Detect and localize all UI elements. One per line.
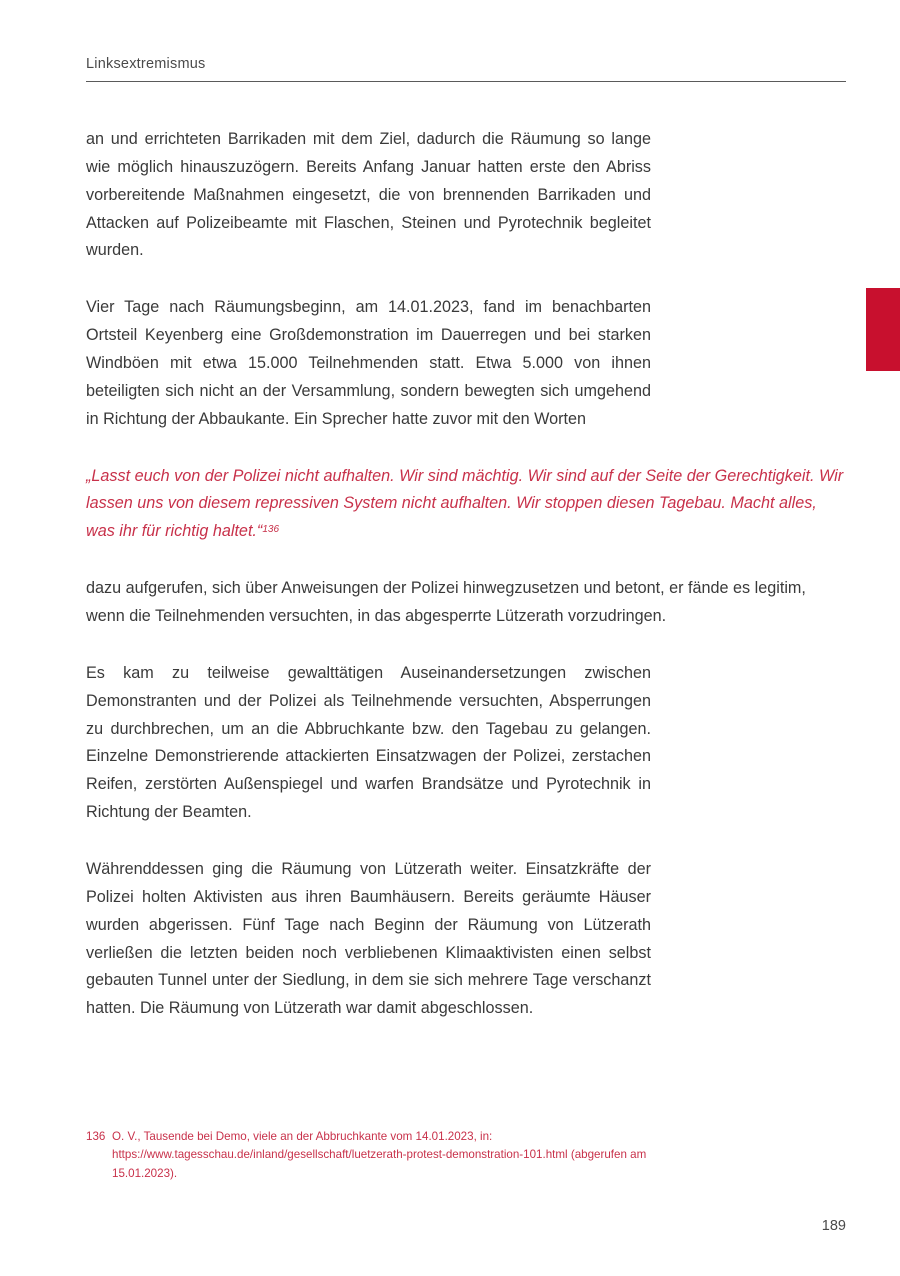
footnote-number: 136 (86, 1130, 106, 1143)
body-paragraph: Es kam zu teilweise gewalttätigen Auseinandersetzungen zwischen Demonstranten und der Polizei als Teilnehmende versuchten, Absperrungen zu durchbrechen, um an die Abbruchkante bzw. den Tagebau zu gelangen. Einzelne Demonstrierende attackierten Einsatzwagen der Polizei, zerstachen Reifen, zerstörten Außenspiegel und warfen Brandsätze und Pyrotechnik in Richtung der Beamten. (86, 663, 651, 822)
pull-quote-text: „Lasst euch von der Polizei nicht aufhalten. Wir sind mächtig. Wir sind auf der Seite der Gerechtigkeit. Wir lassen uns von diesem repressiven System nicht aufhalten. Wir stoppen diesen Tagebau. Macht alles, was ihr für richtig haltet.“ (86, 466, 844, 541)
footnote-reference[interactable]: 136 (262, 524, 280, 536)
pull-quote (86, 463, 846, 547)
body-paragraph: an und errichteten Barrikaden mit dem Ziel, dadurch die Räumung so lange wie möglich hinauszuzögern. Bereits Anfang Januar hatten erste den Abriss vorbereitende Maßnahmen eingesetzt, die von brennenden Barrikaden und Attacken auf Polizeibeamte mit Flaschen, Steinen und Pyrotechnik begleitet wurden. (86, 130, 651, 260)
page-number: 189 (821, 1218, 846, 1234)
body-paragraph: Währenddessen ging die Räumung von Lützerath weiter. Einsatzkräfte der Polizei holten Aktivisten aus ihren Baumhäusern. Bereits geräumte Häuser wurden abgerissen. Fünf Tage nach Beginn der Räumung von Lützerath verließen die letzten beiden noch verbliebenen Klimaaktivisten einen selbst gebauten Tunnel unter der Siedlung, in dem sie sich mehrere Tage verschanzt hatten. Die Räumung von Lützerath war damit abgeschlossen. (86, 860, 651, 1018)
chapter-edge-tab (866, 288, 900, 371)
header-rule (86, 81, 846, 82)
running-header-title: Linksextremismus (86, 56, 206, 72)
footnote-area (86, 1128, 686, 1183)
body-paragraph: dazu aufgerufen, sich über Anweisungen der Polizei hinwegzusetzen und betont, er fände es legitim, wenn die Teilnehmenden versuchten, in das abgesperrte Lützerath vorzudringen. (86, 579, 806, 626)
text-column (86, 126, 846, 1052)
footnote-text: O. V., Tausende bei Demo, viele an der Abbruchkante vom 14.01.2023, in: https://www.tagesschau.de/inland/gesellschaft/luetzerath-protest-demonstration-101.html (abgerufen am 15.01.2023). (112, 1130, 647, 1180)
footnote-item (86, 1128, 686, 1183)
body-paragraph: Vier Tage nach Räumungsbeginn, am 14.01.2023, fand im benachbarten Ortsteil Keyenberg eine Großdemonstration im Dauerregen und bei starken Windböen mit etwa 15.000 Teilnehmenden statt. Etwa 5.000 von ihnen beteiligten sich nicht an der Versammlung, sondern bewegten sich umgehend in Richtung der Abbaukante. Ein Sprecher hatte zuvor mit den Worten (86, 298, 651, 428)
running-header (86, 56, 846, 82)
